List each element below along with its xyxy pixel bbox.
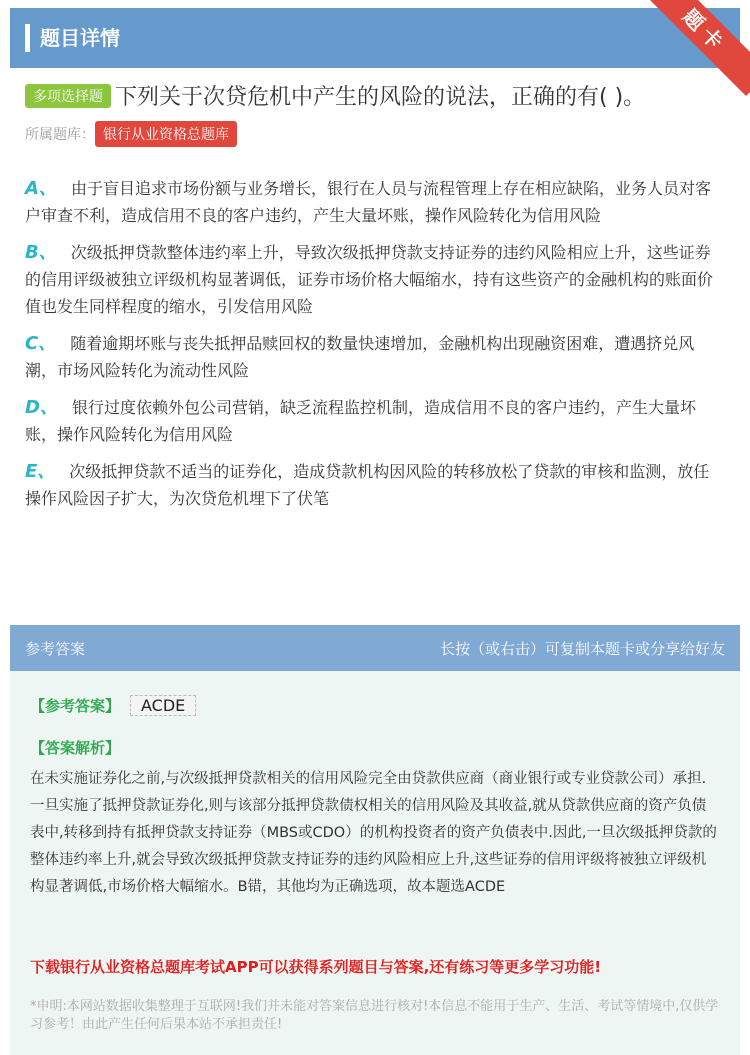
question-type-badge: 多项选择题	[25, 84, 111, 108]
option-d[interactable]: D、 银行过度依赖外包公司营销，缺乏流程监控机制，造成信用不良的客户违约，产生大量坏账，操作风险转化为信用风险	[25, 397, 696, 444]
reference-answer-label: 【参考答案】	[30, 697, 121, 715]
reference-answer: ACDE	[130, 695, 196, 716]
download-promo[interactable]: 下载银行从业资格总题库考试APP可以获得系列题目与答案,还有练习等更多学习功能!	[30, 958, 602, 976]
answer-header	[10, 625, 740, 671]
bank-label: 所属题库：	[25, 127, 95, 143]
option-e[interactable]: E、 次级抵押贷款不适当的证券化，造成贷款机构因风险的转移放松了贷款的审核和监测，放任操作风险因子扩大，为次贷危机埋下了伏笔	[25, 461, 710, 508]
card-ribbon: 题卡	[640, 0, 750, 96]
header	[10, 8, 740, 68]
explanation-label: 【答案解析】	[30, 739, 121, 757]
question-text: 下列关于次贷危机中产生的风险的说法，正确的有( )。	[115, 85, 646, 110]
option-b[interactable]: B、 次级抵押贷款整体违约率上升，导致次级抵押贷款支持证券的违约风险相应上升，这些证券的信用评级被独立评级机构显著调低，证券市场价格大幅缩水，持有这些资产的金融机构的账面价值也发生同样程度的缩水，引发信用风险	[25, 242, 714, 316]
explanation-text: 在未实施证券化之前,与次级抵押贷款相关的信用风险完全由贷款供应商（商业银行或专业贷款公司）承担.一旦实施了抵押贷款证券化,则与该部分抵押贷款债权相关的信用风险及其收益,就从贷款供应商的资产负债表中,转移到持有抵押贷款支持证券（MBS或CDO）的机构投资者的资产负债表中.因此,一旦次级抵押贷款的整体违约率上升,就会导致次级抵押贷款支持证券的违约风险相应上升,这些证券的信用评级将被独立评级机构显著调低,市场价格大幅缩水。B错，其他均为正确选项，故本题选ACDE	[30, 771, 717, 895]
header-bar	[25, 24, 30, 52]
options	[25, 175, 720, 522]
share-hint: 长按（或右击）可复制本题卡或分享给好友	[439, 640, 725, 658]
option-a[interactable]: A、 由于盲目追求市场份额与业务增长，银行在人员与流程管理上存在相应缺陷，业务人员对客户审查不利，造成信用不良的客户违约，产生大量坏账，操作风险转化为信用风险	[25, 178, 711, 225]
disclaimer: *申明:本网站数据收集整理于互联网!我们并未能对答案信息进行核对!本信息不能用于生产、生活、考试等情境中,仅供学习参考！由此产生任何后果本站不承担责任!	[30, 999, 719, 1032]
option-c[interactable]: C、 随着逾期坏账与丧失抵押品赎回权的数量快速增加，金融机构出现融资困难，遭遇挤兑风潮，市场风险转化为流动性风险	[25, 333, 695, 380]
question	[25, 80, 725, 147]
answer-body	[10, 671, 740, 1055]
page-title: 题目详情	[40, 26, 120, 50]
answer-title: 参考答案	[25, 640, 86, 658]
bank-link[interactable]: 银行从业资格总题库	[95, 121, 237, 147]
